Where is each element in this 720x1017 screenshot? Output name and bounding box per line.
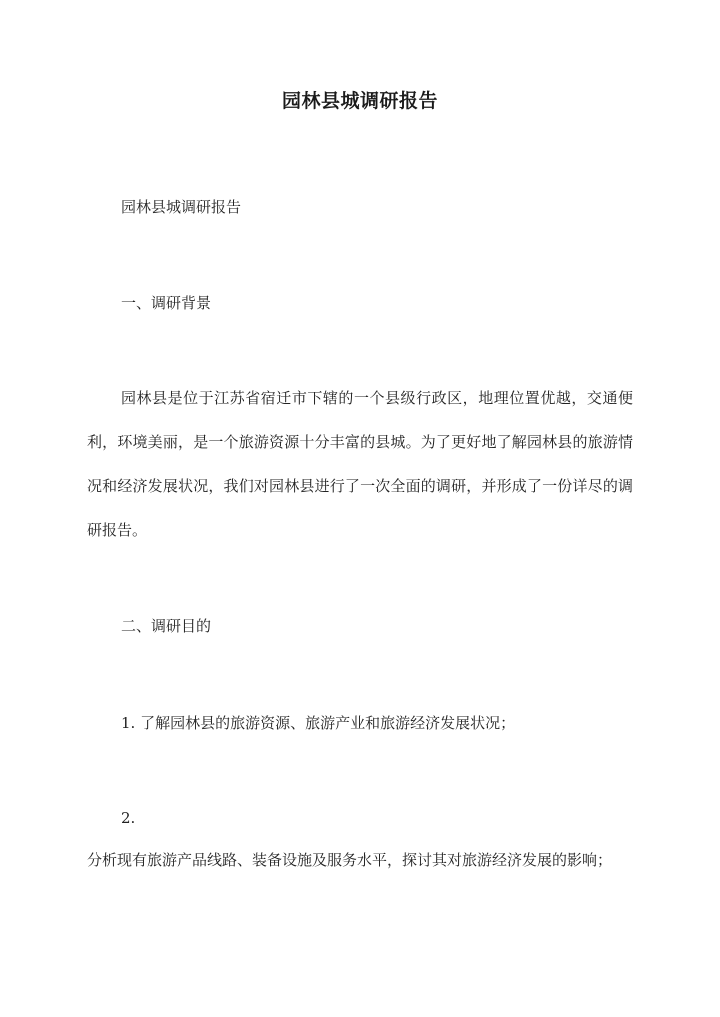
document-title: 园林县城调研报告: [281, 90, 438, 112]
background-paragraph: 园林县是位于江苏省宿迁市下辖的一个县级行政区，地理位置优越，交通便利，环境美丽，是一个旅游资源十分丰富的县城。为了更好地了解园林县的旅游情况和经济发展状况，我们对园林县进行了一次全面的调研，并形成了一份详尽的调研报告。: [87, 389, 633, 539]
purpose-item-2-text: 分析现有旅游产品线路、装备设施及服务水平，探讨其对旅游经济发展的影响；: [87, 851, 613, 869]
section-heading-purpose: 二、调研目的: [121, 617, 212, 635]
purpose-item-1: 1. 了解园林县的旅游资源、旅游产业和旅游经济发展状况；: [121, 714, 516, 732]
purpose-item-2-number: 2.: [121, 809, 136, 827]
document-subtitle: 园林县城调研报告: [121, 198, 242, 216]
section-heading-background: 一、调研背景: [121, 294, 212, 312]
